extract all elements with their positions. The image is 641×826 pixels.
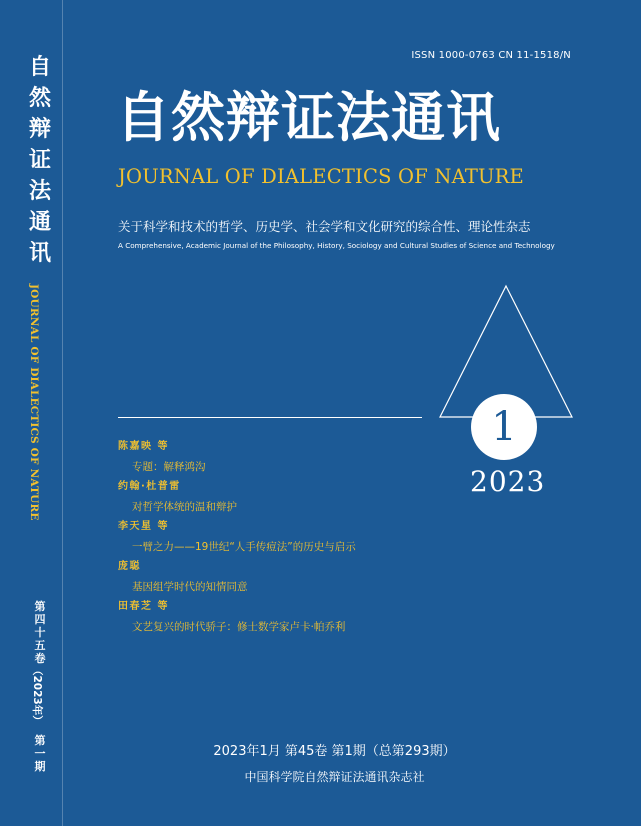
publisher: 中国科学院自然辩证法通讯杂志社 xyxy=(244,770,425,784)
spine-issue-char: 第 xyxy=(34,734,46,747)
article-title: 对哲学体统的温和辩护 xyxy=(132,501,237,513)
spine-divider xyxy=(62,0,63,826)
journal-subtitle-english: A Comprehensive, Academic Journal of the Philosophy, History, Sociology and Cultural Studies of Science and Technology xyxy=(118,241,555,250)
article-author: 田春芝 等 xyxy=(118,601,169,612)
spine-volume-year: （2023年） xyxy=(31,665,43,726)
spine-volume-char: 十 xyxy=(34,626,46,639)
journal-title-english: JOURNAL OF DIALECTICS OF NATURE xyxy=(118,165,524,188)
spine-title xyxy=(22,52,58,269)
spine-volume-char: 四 xyxy=(34,613,46,626)
spine-title-char: 辩 xyxy=(28,117,51,142)
spine-english-title: JOURNAL OF DIALECTICS OF NATURE xyxy=(28,284,40,521)
issue-info: 2023年1月 第45卷 第1期（总第293期） xyxy=(213,744,456,759)
spine-title-char: 然 xyxy=(28,86,51,111)
horizontal-rule xyxy=(118,417,422,418)
spine-issue-char: 一 xyxy=(34,747,46,760)
spine-title-char: 讯 xyxy=(28,241,51,266)
article-author: 庞聪 xyxy=(118,561,141,572)
spine-title-char: 自 xyxy=(28,55,51,80)
spine-issue-char: 期 xyxy=(34,760,46,773)
article-author: 约翰·杜普雷 xyxy=(118,481,181,492)
spine-volume xyxy=(28,600,52,726)
spine-title-char: 通 xyxy=(28,210,51,235)
article-author: 陈嘉映 等 xyxy=(118,441,169,452)
article-title: 一臂之力——19世纪“人手传痘法”的历史与启示 xyxy=(132,541,356,553)
spine-volume-char: 卷 xyxy=(34,652,46,665)
spine-volume-char: 五 xyxy=(34,639,46,652)
issn-cn-number: ISSN 1000-0763 CN 11-1518/N xyxy=(411,50,571,61)
spine-volume-char: 第 xyxy=(34,600,46,613)
article-title: 基因组学时代的知情同意 xyxy=(132,581,248,593)
spine-title-char: 证 xyxy=(28,148,51,173)
article-author: 李天星 等 xyxy=(118,521,169,532)
journal-title-chinese: 自然辩证法通讯 xyxy=(116,86,501,149)
article-title: 专题：解释鸿沟 xyxy=(132,461,206,473)
contents-list xyxy=(118,440,458,640)
spine-volume-year-wrap xyxy=(28,665,52,726)
article-title: 文艺复兴的时代骄子：修士数学家卢卡·帕乔利 xyxy=(132,621,346,633)
journal-subtitle-chinese: 关于科学和技术的哲学、历史学、社会学和文化研究的综合性、理论性杂志 xyxy=(118,219,531,234)
issue-number-badge: 1 xyxy=(471,394,537,460)
issue-year: 2023 xyxy=(470,465,546,498)
spine-title-char: 法 xyxy=(28,179,51,204)
